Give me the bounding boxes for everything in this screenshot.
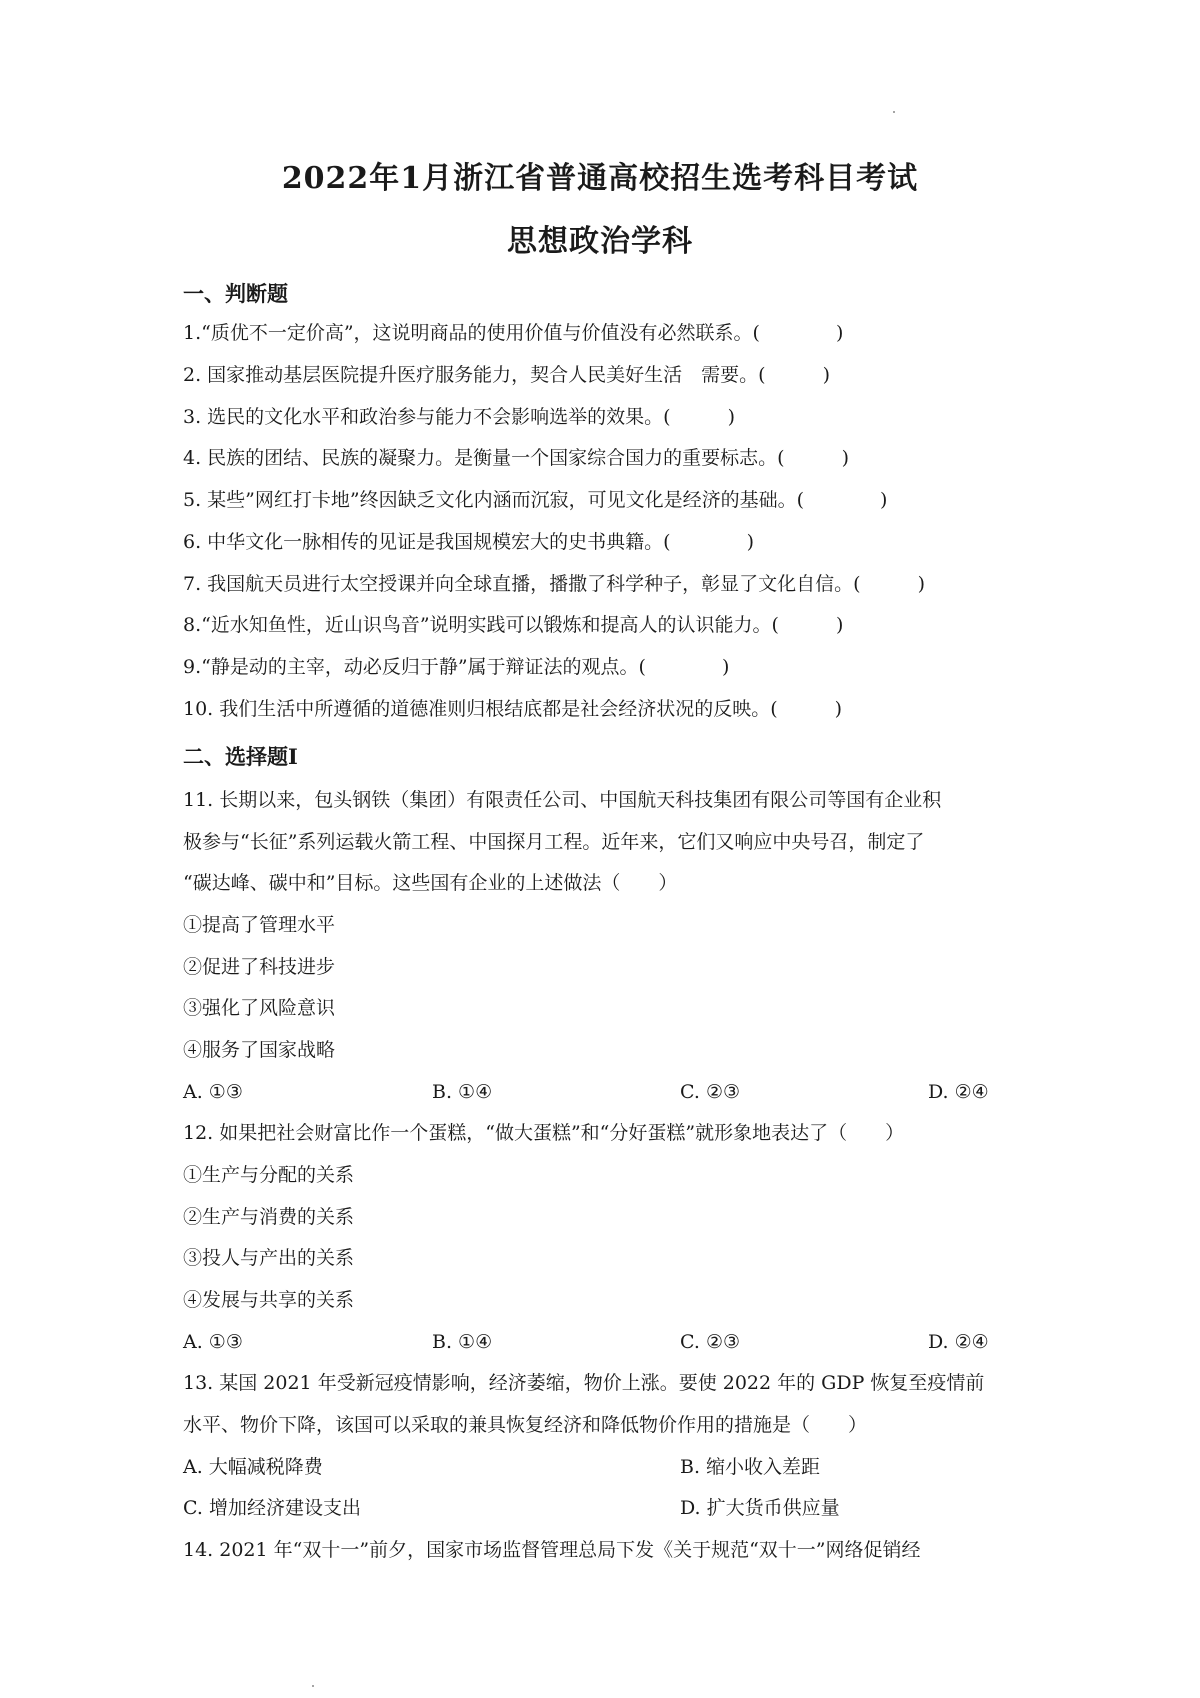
- section-heading-true-false: 一、判断题: [183, 281, 288, 306]
- question-item: 6. 中华文化一脉相传的见证是我国规模宏大的史书典籍。( ): [183, 531, 754, 553]
- question-13-stem: 水平、物价下降，该国可以采取的兼具恢复经济和降低物价作用的措施是（ ）: [183, 1414, 868, 1436]
- exam-title: 2022年1月浙江省普通高校招生选考科目考试: [281, 161, 919, 196]
- option-b: B. ①④: [432, 1081, 493, 1103]
- question-item: 2. 国家推动基层医院提升医疗服务能力，契合人民美好生活 需要。( ): [183, 364, 830, 386]
- option-a: A. ①③: [183, 1081, 243, 1103]
- option-d: D. ②④: [928, 1081, 989, 1103]
- statement-item: ②生产与消费的关系: [183, 1206, 355, 1228]
- statement-item: ①生产与分配的关系: [183, 1164, 355, 1186]
- statement-item: ③强化了风险意识: [183, 997, 336, 1019]
- question-12-stem: 12. 如果把社会财富比作一个蛋糕，“做大蛋糕”和“分好蛋糕”就形象地表达了（ ）: [183, 1122, 905, 1144]
- question-item: 10. 我们生活中所遵循的道德准则归根结底都是社会经济状况的反映。( ): [183, 698, 843, 720]
- question-item: 7. 我国航天员进行太空授课并向全球直播，播撒了科学种子，彰显了文化自信。( ): [183, 573, 925, 595]
- question-11-stem: 极参与“长征”系列运载火箭工程、中国探月工程。近年来，它们又响应中央号召，制定了: [183, 831, 925, 853]
- option-b: B. ①④: [432, 1331, 493, 1353]
- exam-subject: 思想政治学科: [507, 224, 693, 259]
- option-d: D. 扩大货币供应量: [680, 1497, 840, 1519]
- option-d: D. ②④: [928, 1331, 989, 1353]
- option-c: C. 增加经济建设支出: [183, 1497, 361, 1519]
- question-11-stem: 11. 长期以来，包头钢铁（集团）有限责任公司、中国航天科技集团有限公司等国有企业积: [183, 789, 942, 811]
- statement-item: ①提高了管理水平: [183, 914, 336, 936]
- question-11-stem: “碳达峰、碳中和”目标。这些国有企业的上述做法（ ）: [183, 872, 678, 894]
- statement-item: ③投人与产出的关系: [183, 1247, 355, 1269]
- question-item: 4. 民族的团结、民族的凝聚力。是衡量一个国家综合国力的重要标志。( ): [183, 447, 849, 469]
- scan-speck: [312, 1685, 314, 1687]
- question-13-stem: 13. 某国 2021 年受新冠疫情影响，经济萎缩，物价上涨。要使 2022 年的 GDP 恢复至疫情前: [183, 1372, 985, 1394]
- option-a: A. ①③: [183, 1331, 243, 1353]
- section-heading-multiple-choice: 二、选择题Ⅰ: [183, 744, 298, 769]
- question-item: 8.“近水知鱼性，近山识鸟音”说明实践可以锻炼和提高人的认识能力。( ): [183, 614, 844, 636]
- option-a: A. 大幅减税降费: [183, 1456, 323, 1478]
- option-c: C. ②③: [680, 1331, 741, 1353]
- option-c: C. ②③: [680, 1081, 741, 1103]
- question-item: 3. 选民的文化水平和政治参与能力不会影响选举的效果。( ): [183, 406, 735, 428]
- statement-item: ②促进了科技进步: [183, 956, 336, 978]
- question-item: 5. 某些”网红打卡地”终因缺乏文化内涵而沉寂，可见文化是经济的基础。( ): [183, 489, 888, 511]
- statement-item: ④服务了国家战略: [183, 1039, 336, 1061]
- statement-item: ④发展与共享的关系: [183, 1289, 355, 1311]
- scan-speck: [893, 111, 895, 113]
- question-14-stem: 14. 2021 年“双十一”前夕，国家市场监督管理总局下发《关于规范“双十一”网络促销经: [183, 1539, 921, 1561]
- question-item: 1.“质优不一定价高”，这说明商品的使用价值与价值没有必然联系。( ): [183, 322, 844, 344]
- question-item: 9.“静是动的主宰，动必反归于静”属于辩证法的观点。( ): [183, 656, 730, 678]
- option-b: B. 缩小收入差距: [680, 1456, 821, 1478]
